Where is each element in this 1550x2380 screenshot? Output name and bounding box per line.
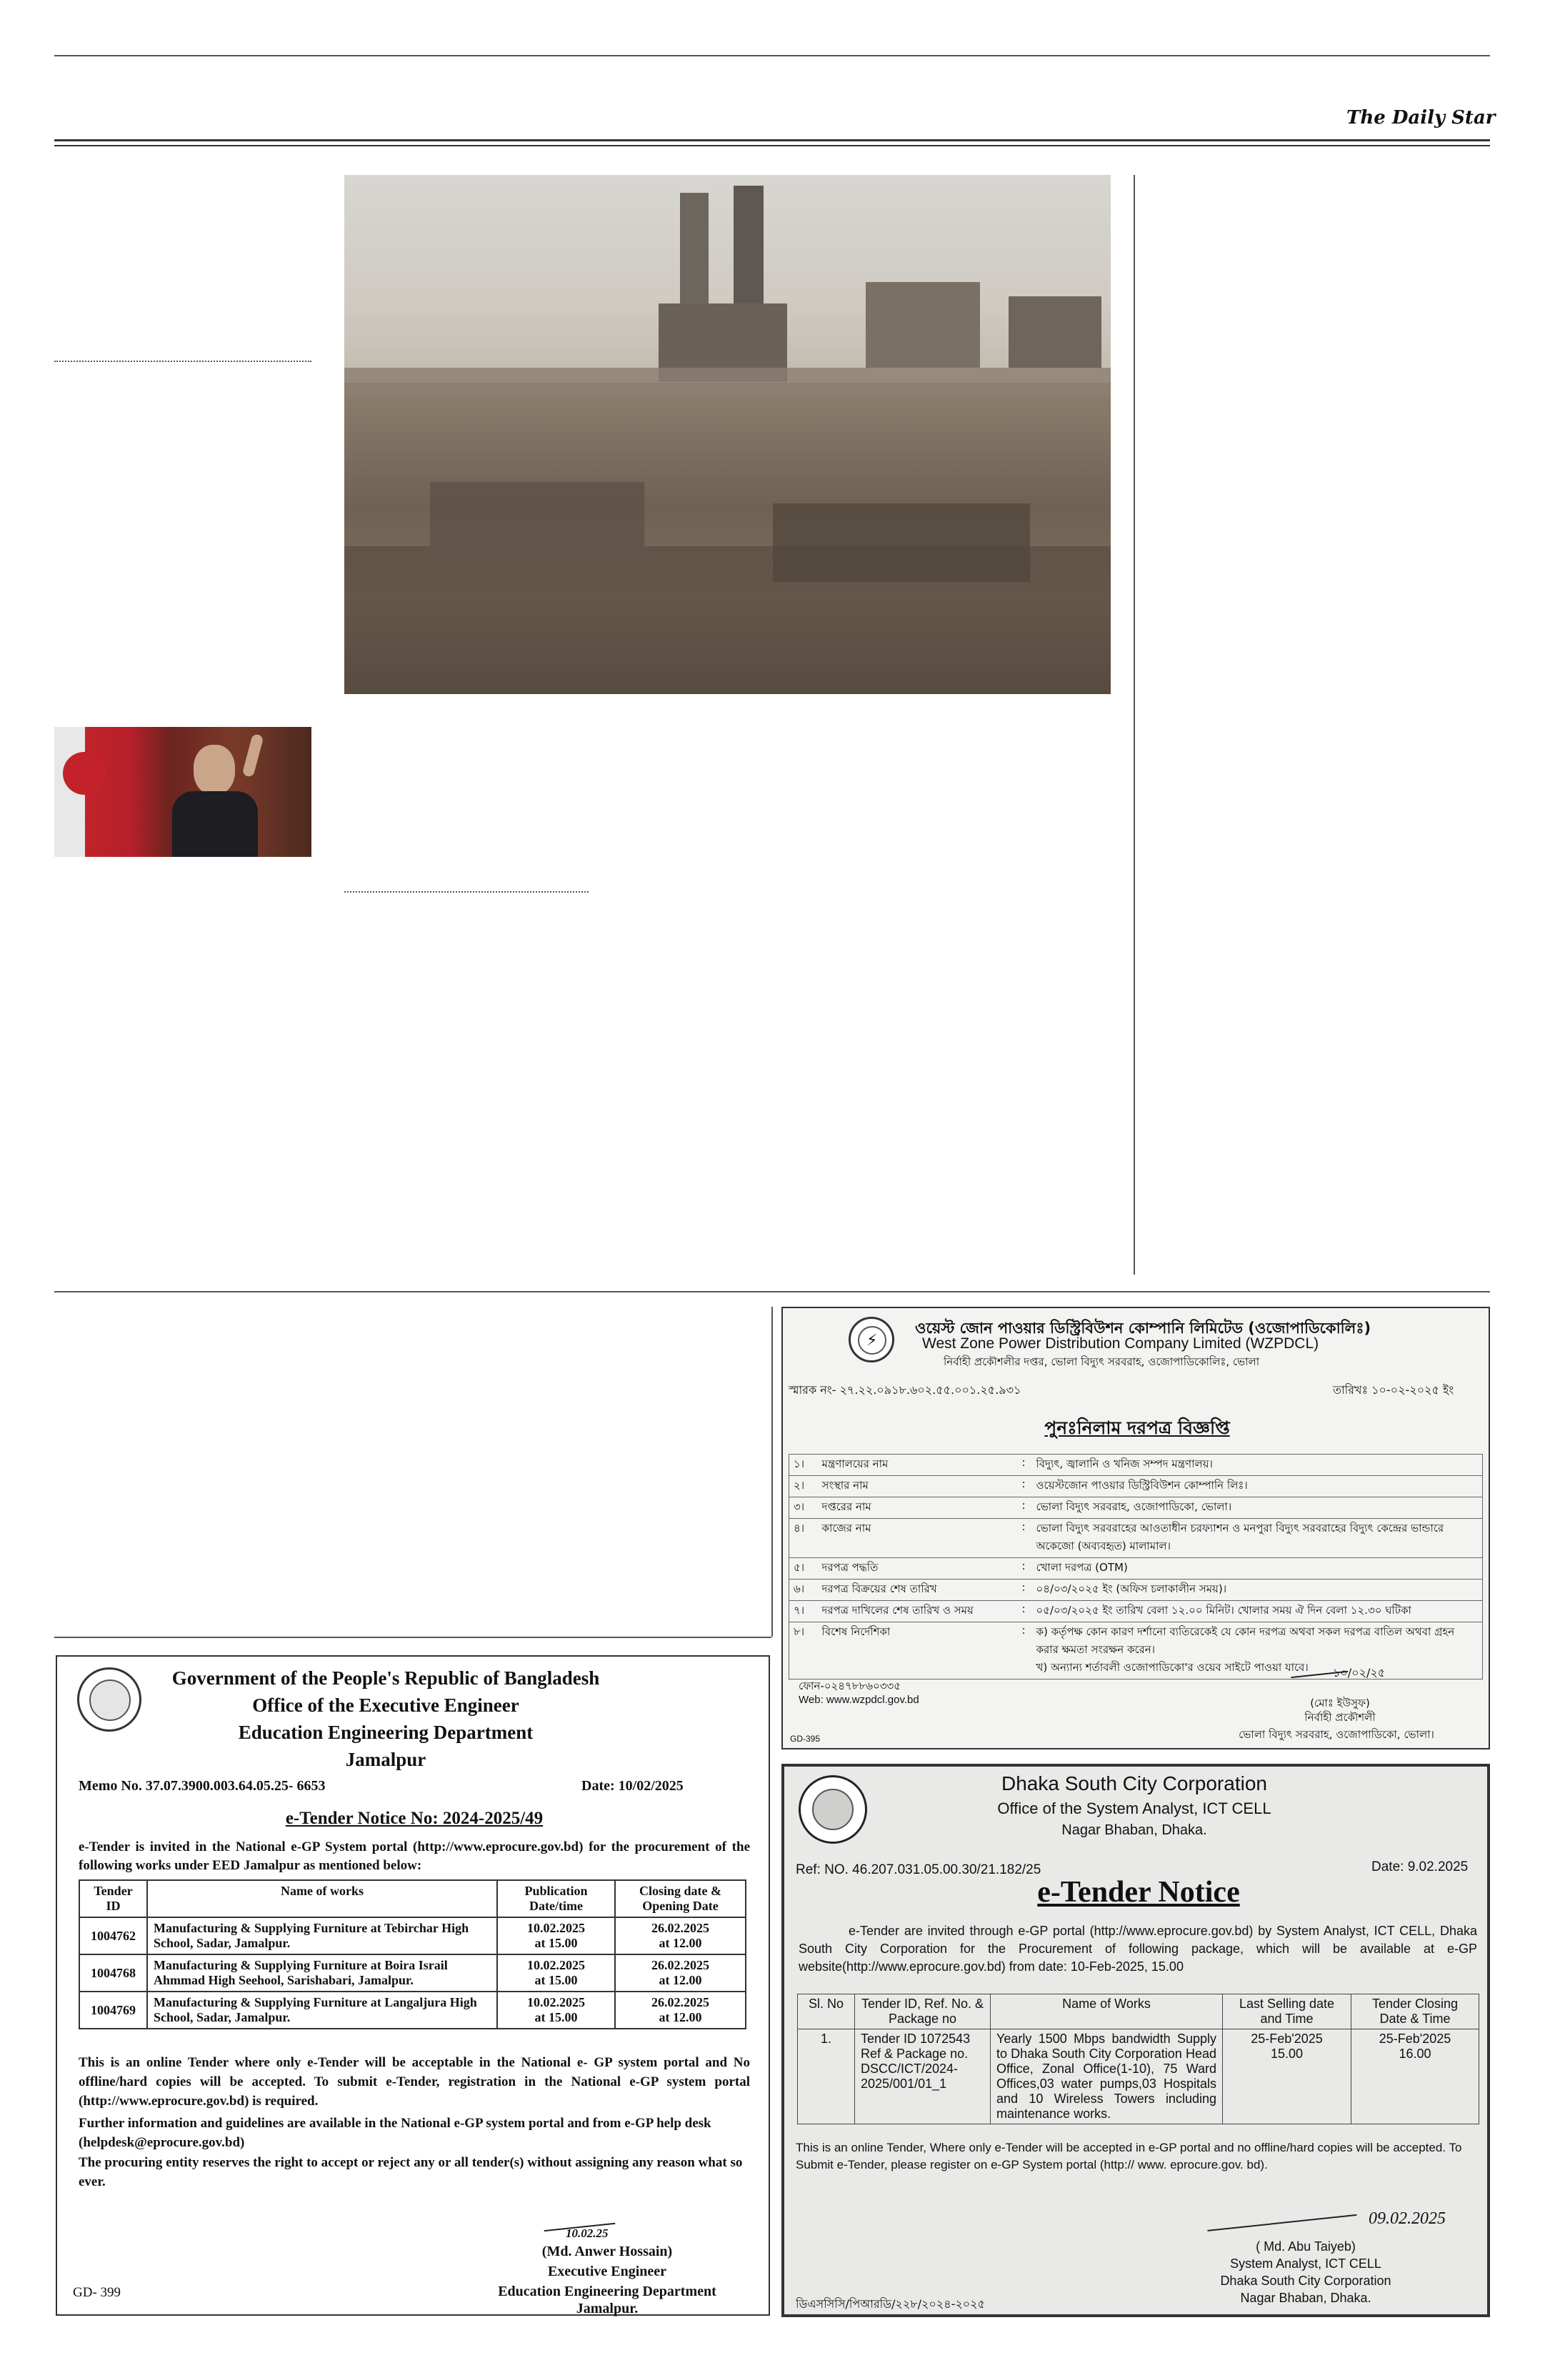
right-column-divider <box>1134 175 1135 1275</box>
wz-signer-title: নির্বাহী প্রকৌশলী <box>1304 1711 1376 1724</box>
dscc-ref: Ref: NO. 46.207.031.05.00.30/21.182/25 <box>796 1862 1041 1877</box>
dscc-intro: e-Tender are invited through e-GP portal (http://www.eprocure.gov.bd) by System Analyst, ICT CELL, Dhaka South City Corporation for the Procurement of following package, which will be available at e-GP website(http://www.eprocure.gov.bd) from date: 10-Feb-2025, 15.00 <box>799 1924 1477 1974</box>
wz-signer-office: ভোলা বিদ্যুৎ সরবরাহ, ওজোপাডিকো, ভোলা। <box>1239 1728 1434 1741</box>
table-row: 1. Tender ID 1072543 Ref & Package no. DSCC/ICT/2024-2025/001/01_1 Yearly 1500 Mbps bandwidth Supply to Dhaka South City Corporation Head Office, Zonal Office(1-10), 75 Ward Offices,03 water pumps,03 Hospitals and 10 Wireless Towers including maintenance works. 25-Feb'2025 15.00 25-Feb'2025 16.00 <box>798 2029 1479 2124</box>
dscc-signature <box>1205 2189 1357 2231</box>
eed-signer-dept: Education Engineering Department <box>498 2284 716 2299</box>
wz-phone: ফোন-০২৪৭৮৮৬০৩৩৫ <box>799 1679 901 1692</box>
wz-date: তারিখঃ ১০-০২-২০২৫ ইং <box>1333 1383 1454 1397</box>
table-row: ২। সংস্থার নাম : ওয়েস্টজোন পাওয়ার ডিস্ট্রিবিউশন কোম্পানি লিঃ। <box>789 1476 1483 1497</box>
left-column-rule <box>54 361 311 362</box>
eed-signer-name: (Md. Anwer Hossain) <box>541 2244 673 2259</box>
wz-name-en: West Zone Power Distribution Company Limited (WZPDCL) <box>922 1335 1319 1352</box>
table-row: ৬। দরপত্র বিক্রয়ের শেষ তারিখ : ০৪/০৩/২০২৫ ইং (অফিস চলাকালীন সময়)। <box>789 1580 1483 1601</box>
dscc-signer-title: System Analyst, ICT CELL <box>1230 2256 1381 2271</box>
eed-gd-code: GD- 399 <box>73 2285 121 2300</box>
dscc-office: Office of the System Analyst, ICT CELL <box>997 1799 1271 1817</box>
center-short-rule <box>344 891 589 893</box>
eed-line3: Education Engineering Department <box>238 1722 534 1743</box>
dscc-signer-org: Dhaka South City Corporation <box>1220 2274 1391 2288</box>
masthead-logo: The Daily Star <box>1346 107 1496 129</box>
wzpdcl-tender-notice <box>781 1307 1490 1749</box>
eed-col-tender-id: Tender ID <box>79 1880 147 1917</box>
speaker-photo <box>54 727 311 857</box>
dscc-org: Dhaka South City Corporation <box>1001 1772 1267 1794</box>
eed-para1: This is an online Tender where only e-Tender will be acceptable in the National e- GP system portal and No offline/hard copies will be accepted. To submit e-Tender, registration in the National e-GP system portal (http://www.eprocure.gov.bd) is required. <box>79 2055 750 2109</box>
eed-signer-title: Executive Engineer <box>547 2264 667 2279</box>
wzpdcl-logo-icon: ⚡ <box>849 1317 894 1362</box>
left-ad-bottom-rule <box>54 1637 771 1638</box>
dscc-col-selling: Last Selling date and Time <box>1223 1994 1351 2029</box>
left-ad-right-rule <box>771 1307 773 1637</box>
table-row: 1004768 Manufacturing & Supplying Furniture at Boira Israil Ahmmad High Seehool, Sarishabari, Jamalpur. 10.02.2025 at 15.00 26.02.2025 at 12.00 <box>79 1954 746 1992</box>
dscc-footer: This is an online Tender, Where only e-Tender will be accepted in e-GP portal and no offline/hard copies will be accepted. To Submit e-Tender, please register on e-GP System portal (http:// www. eprocure.gov. bd). <box>796 2141 1462 2171</box>
table-row: ৩। দপ্তরের নাম : ভোলা বিদ্যুৎ সরবরাহ, ওজোপাডিকো, ভোলা। <box>789 1497 1483 1519</box>
dscc-title: e-Tender Notice <box>1037 1876 1240 1909</box>
eed-col-publication: Publication Date/time <box>497 1880 615 1917</box>
eed-signer-place: Jamalpur. <box>576 2301 639 2316</box>
dscc-sign-date: 09.02.2025 <box>1369 2209 1446 2228</box>
eed-para3: The procuring entity reserves the right to accept or reject any or all tender(s) without assigning any reason what so ever. <box>79 2155 743 2189</box>
masthead-rule-2 <box>54 145 1490 146</box>
eed-line1: Government of the People's Republic of Bangladesh <box>171 1667 600 1689</box>
eed-intro: e-Tender is invited in the National e-GP System portal (http://www.eprocure.gov.bd) for the procurement of the following works under EED Jamalpur as mentioned below: <box>79 1839 750 1873</box>
dscc-date: Date: 9.02.2025 <box>1371 1859 1469 1874</box>
dscc-code: ডিএসসিসি/পিআরডি/২২৮/২০২৪-২০২৫ <box>796 2297 985 2311</box>
masthead-rule-1 <box>54 139 1490 141</box>
eed-col-works: Name of works <box>147 1880 497 1917</box>
table-row: 1004762 Manufacturing & Supplying Furniture at Tebirchar High School, Sadar, Jamalpur. 10.02.2025 at 15.00 26.02.2025 at 12.00 <box>79 1917 746 1954</box>
wz-sign-date: ১০/০২/২৫ <box>1333 1666 1386 1679</box>
eed-line2: Office of the Executive Engineer <box>252 1694 519 1716</box>
eed-notice-title: e-Tender Notice No: 2024-2025/49 <box>285 1809 544 1828</box>
dscc-col-ref: Tender ID, Ref. No. & Package no <box>855 1994 991 2029</box>
wz-title: পুনঃনিলাম দরপত্র বিজ্ঞপ্তি <box>1044 1417 1230 1438</box>
table-row: ৪। কাজের নাম : ভোলা বিদ্যুৎ সরবরাহের আওতাধীন চরফ্যাশন ও মনপুরা বিদ্যুৎ সরবরাহের বিদ্যুৎ কেন্দ্রের ভান্ডারে অকেজো (অব্যবহৃত) মালামাল। <box>789 1519 1483 1558</box>
eed-line4: Jamalpur <box>345 1749 426 1770</box>
wz-signer: (মোঃ ইউসুফ) <box>1310 1697 1370 1709</box>
dscc-signer: ( Md. Abu Taiyeb) <box>1256 2239 1356 2254</box>
eed-memo: Memo No. 37.07.3900.003.64.05.25- 6653 <box>79 1778 326 1794</box>
eed-date: Date: 10/02/2025 <box>581 1778 684 1794</box>
wz-info-table <box>789 1454 1483 1679</box>
table-row: ৭। দরপত্র দাখিলের শেষ তারিখ ও সময় : ০৫/০৩/২০২৫ ইং তারিখ বেলা ১২.০০ মিনিট। খোলার সময় ঐ দিন বেলা ১২.৩০ ঘটিকা <box>789 1601 1483 1622</box>
wz-memo: স্মারক নং- ২৭.২২.০৯১৮.৬০২.৫৫.০০১.২৫.৯৩১ <box>789 1383 1021 1397</box>
dscc-col-closing: Tender Closing Date & Time <box>1351 1994 1479 2029</box>
dscc-tender-notice <box>781 1764 1490 2317</box>
wz-gd-code: GD-395 <box>790 1734 821 1744</box>
table-row: ৮। বিশেষ নির্দেশিকা : ক) কর্তৃপক্ষ কোন কারণ দর্শানো ব্যতিরেকেই যে কোন দরপত্র অথবা সকল দরপত্র বাতিল অথবা গ্রহন করার ক্ষমতা সংরক্ষন করেন। খ) অন্যান্য শর্তাবলী ওজোপাডিকো'র ওয়েব সাইটে পাওয়া যাবে। <box>789 1622 1483 1679</box>
eed-tender-notice <box>56 1655 770 2316</box>
top-rule <box>54 55 1490 56</box>
table-row: 1004769 Manufacturing & Supplying Furniture at Langaljura High School, Sadar, Jamalpur. 10.02.2025 at 15.00 26.02.2025 at 12.00 <box>79 1992 746 2029</box>
dscc-signer-place: Nagar Bhaban, Dhaka. <box>1240 2291 1371 2305</box>
ruined-city-photo <box>344 175 1111 694</box>
wz-name-bn: ওয়েস্ট জোন পাওয়ার ডিস্ট্রিবিউশন কোম্পানি লিমিটেড (ওজোপাডিকোলিঃ) <box>915 1320 1371 1337</box>
dscc-col-works: Name of Works <box>991 1994 1223 2029</box>
wz-office-bn: নির্বাহী প্রকৌশলীর দপ্তর, ভোলা বিদ্যুৎ সরবরাহ, ওজোপাডিকোলিঃ, ভোলা <box>944 1355 1260 1368</box>
dscc-tender-table <box>797 1994 1479 2124</box>
eed-sign-date: 10.02.25 <box>566 2226 609 2240</box>
eed-tender-table <box>79 1879 746 2029</box>
ad-section-rule <box>54 1291 1490 1292</box>
dscc-place: Nagar Bhaban, Dhaka. <box>1061 1822 1207 1838</box>
dscc-col-sl: Sl. No <box>798 1994 855 2029</box>
wz-web: Web: www.wzpdcl.gov.bd <box>799 1694 919 1706</box>
table-row: ১। মন্ত্রণালয়ের নাম : বিদ্যুৎ, জ্বালানি ও খনিজ সম্পদ মন্ত্রণালয়। <box>789 1455 1483 1476</box>
eed-para2: Further information and guidelines are available in the National e-GP system portal and from e-GP help desk (helpdesk@eprocure.gov.bd) <box>79 2116 711 2150</box>
table-row: ৫। দরপত্র পদ্ধতি : খোলা দরপত্র (OTM) <box>789 1558 1483 1580</box>
eed-col-closing: Closing date & Opening Date <box>615 1880 746 1917</box>
